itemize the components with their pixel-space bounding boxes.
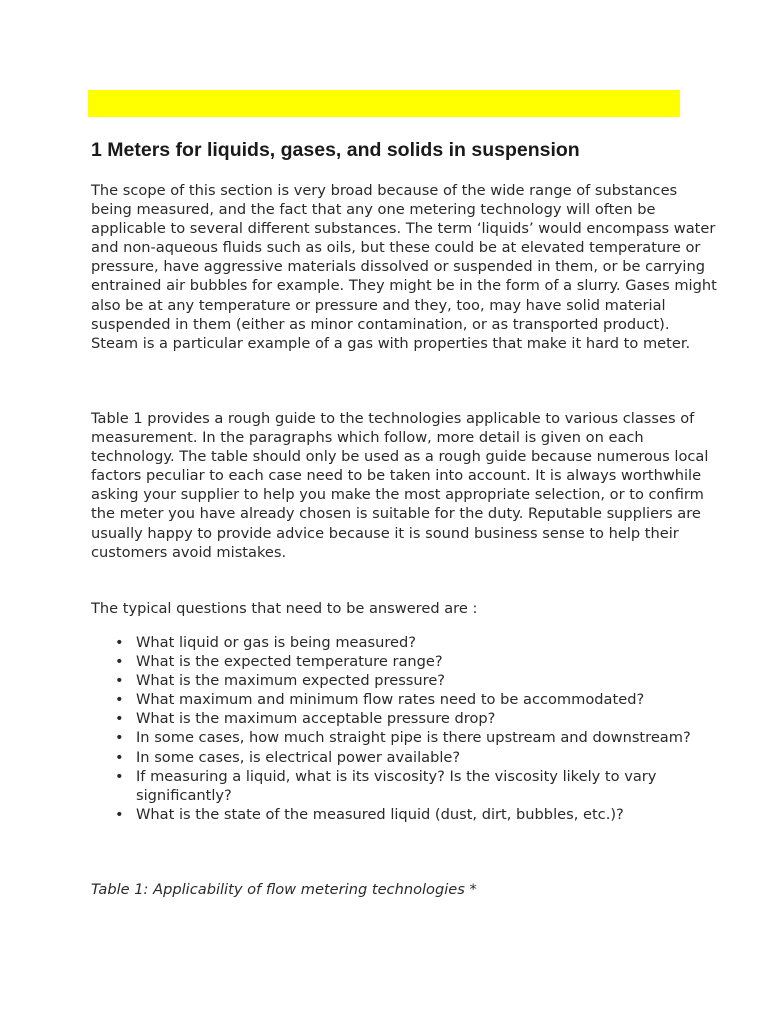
question-text: What is the maximum acceptable pressure drop? xyxy=(136,710,496,728)
section-heading: 1 Meters for liquids, gases, and solids in suspension xyxy=(91,139,580,161)
bullet-icon: • xyxy=(115,748,124,766)
question-text: In some cases, is electrical power available? xyxy=(136,748,461,766)
question-text: What maximum and minimum flow rates need to be accommodated? xyxy=(136,691,645,709)
question-text: In some cases, how much straight pipe is there upstream and downstream? xyxy=(136,729,691,747)
bullet-icon: • xyxy=(115,634,124,651)
bullet-icon: • xyxy=(115,672,124,690)
list-item xyxy=(91,652,691,671)
question-text: If measuring a liquid, what is its viscosity? Is the viscosity likely to vary significantly? xyxy=(136,767,657,804)
question-text: What is the state of the measured liquid (dust, dirt, bubbles, etc.)? xyxy=(136,805,624,823)
table-caption: Table 1: Applicability of flow metering technologies * xyxy=(91,881,477,898)
bullet-icon: • xyxy=(115,767,124,785)
list-item xyxy=(91,690,691,709)
bullet-icon: • xyxy=(115,691,124,709)
question-text: What is the maximum expected pressure? xyxy=(136,672,446,690)
list-item xyxy=(91,748,691,767)
questions-intro-paragraph: The typical questions that need to be answered are : xyxy=(91,600,478,617)
table-guide-paragraph: Table 1 provides a rough guide to the technologies applicable to various classes of measurement. In the paragraphs which follow, more detail is given on each technology. The table should only be used as a rough guide because numerous local factors peculiar to each case need to be taken into account. It is always worthwhile asking your supplier to help you make the most appropriate selection, or to confirm the meter you have already chosen is suitable for the duty. Reputable suppliers are usually happy to provide advice because it is sound business sense to help their customers avoid mistakes. xyxy=(91,410,709,561)
list-item xyxy=(91,805,691,824)
question-text: What is the expected temperature range? xyxy=(136,653,443,671)
scope-paragraph: The scope of this section is very broad because of the wide range of substances being measured, and the fact that any one metering technology will often be applicable to several different substances. The term ‘liquids’ would encompass water and non-aqueous fluids such as oils, but these could be at elevated temperature or pressure, have aggressive materials dissolved or suspended in them, or be carrying entrained air bubbles for example. They might be in the form of a slurry. Gases might also be at any temperature or pressure and they, too, may have solid material suspended in them (either as minor contamination, or as transported product). Steam is a particular example of a gas with properties that make it hard to meter. xyxy=(91,182,717,352)
list-item xyxy=(91,767,691,805)
list-item xyxy=(91,633,691,652)
bullet-icon: • xyxy=(115,710,124,728)
list-item xyxy=(91,709,691,728)
questions-list xyxy=(91,633,691,824)
list-item xyxy=(91,671,691,690)
bullet-icon: • xyxy=(115,805,124,823)
question-text: What liquid or gas is being measured? xyxy=(136,634,416,651)
list-item xyxy=(91,728,691,747)
yellow-highlight-bar xyxy=(88,90,680,117)
bullet-icon: • xyxy=(115,729,124,747)
bullet-icon: • xyxy=(115,653,124,671)
